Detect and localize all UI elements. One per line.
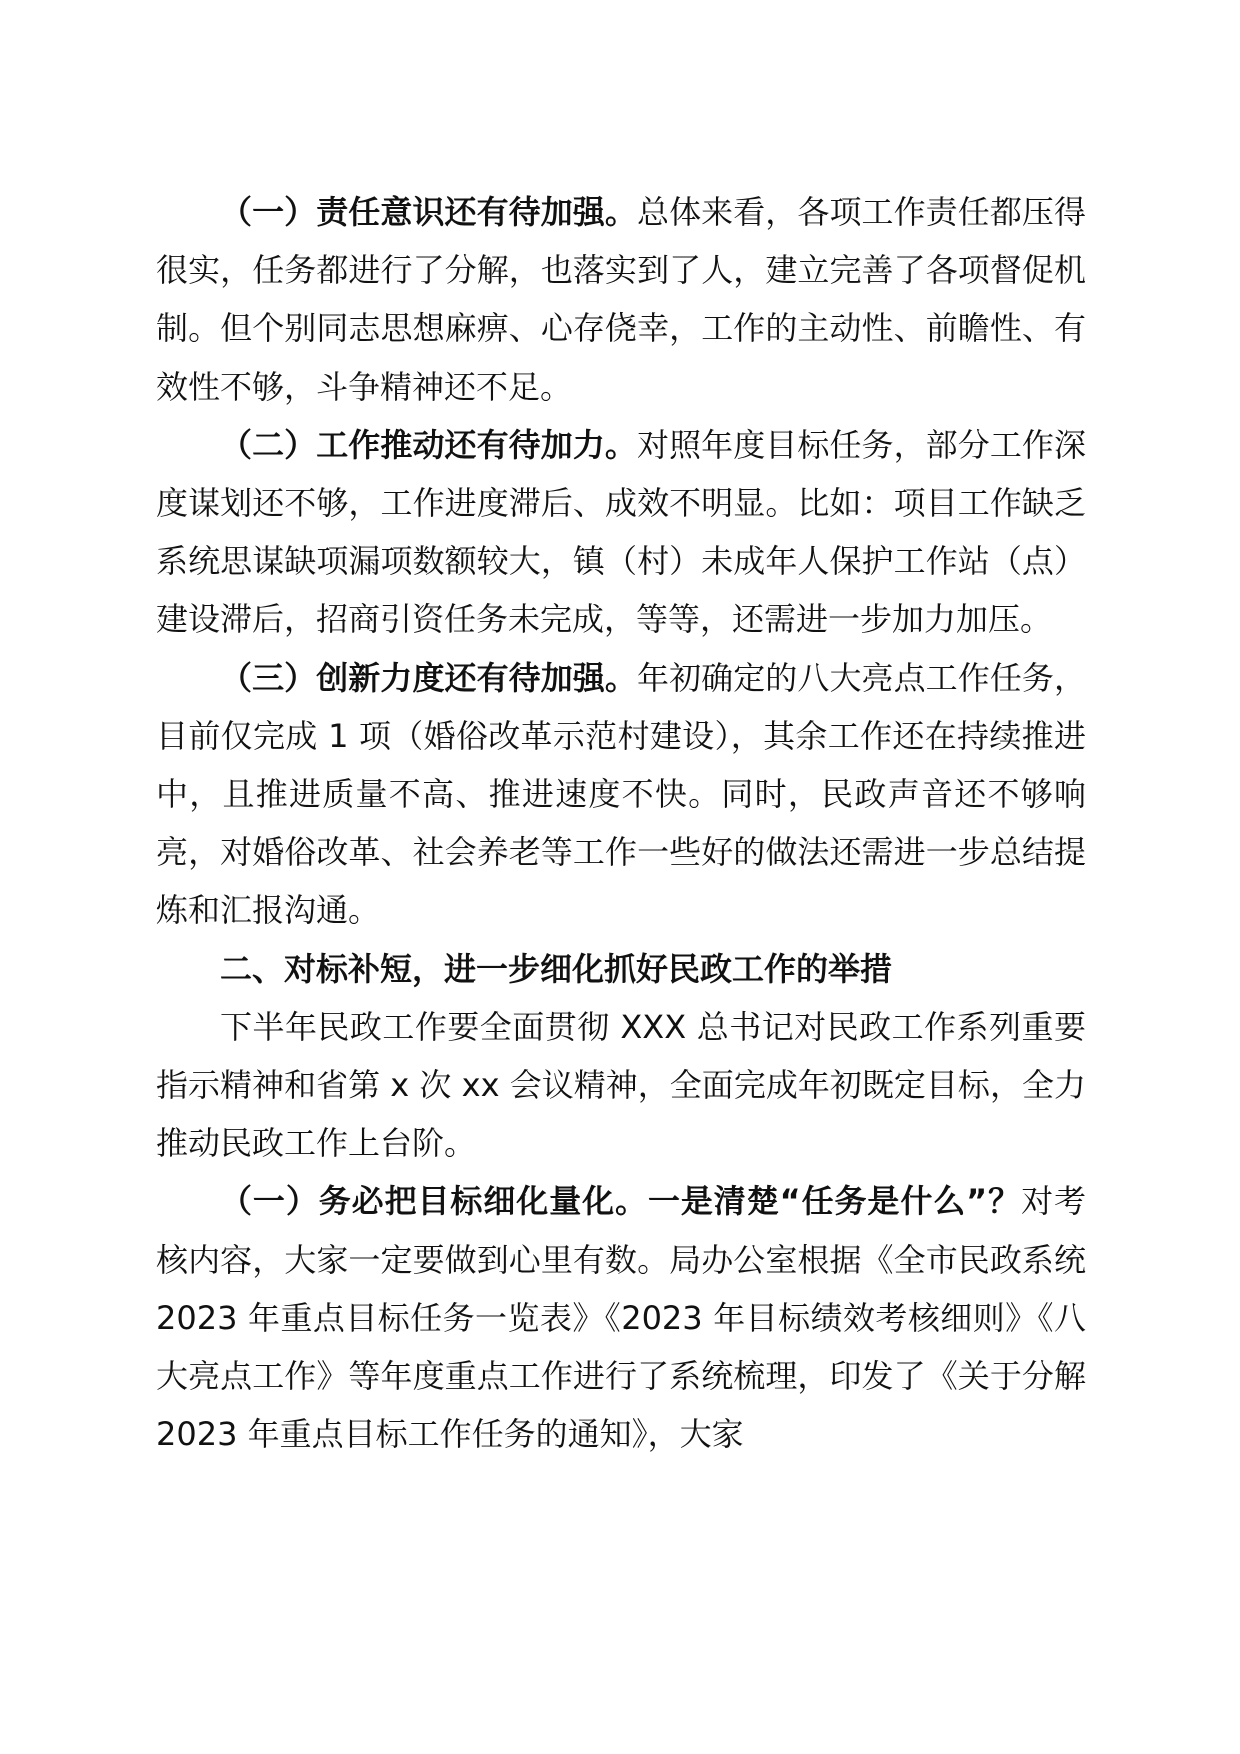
paragraph-text: 总体来看，各项工作责任都压得很实，任务都进行了分解，也落实到了人，建立完善了各项督促机制。但个别同志思想麻痹、心存侥幸，工作的主动性、前瞻性、有效性不够，斗争精神还不足。: [156, 193, 1086, 406]
paragraph-innovation: [156, 649, 1086, 940]
paragraph-text: 年初确定的八大亮点工作任务，目前仅完成 1 项（婚俗改革示范村建设），其余工作还在持续推进中，且推进质量不高、推进速度不快。同时，民政声音还不够响亮，对婚俗改革、社会养老等工作一些好的做法还需进一步总结提炼和汇报沟通。: [156, 658, 1086, 930]
paragraph-text: 对考核内容，大家一定要做到心里有数。局办公室根据《全市民政系统 2023 年重点目标任务一览表》《2023 年目标绩效考核细则》《八大亮点工作》等年度重点工作进行了系统梳理，印发了《关于分解 2023 年重点目标工作任务的通知》，大家: [156, 1182, 1086, 1454]
paragraph-heading: （三）创新力度还有待加强。: [220, 658, 637, 697]
paragraph-text: 对照年度目标任务，部分工作深度谋划还不够，工作进度滞后、成效不明显。比如：项目工作缺乏系统思谋缺项漏项数额较大，镇（村）未成年人保护工作站（点）建设滞后，招商引资任务未完成，等等，还需进一步加力加压。: [156, 425, 1086, 639]
paragraph-heading: （一）务必把目标细化量化。一是清楚“任务是什么”？: [220, 1182, 1022, 1221]
paragraph-targets: [156, 1172, 1086, 1463]
section-heading: [156, 940, 1086, 998]
paragraph-promotion: [156, 416, 1086, 649]
paragraph-heading: （二）工作推动还有待加力。: [220, 425, 637, 464]
section-title: 二、对标补短，进一步细化抓好民政工作的举措: [220, 949, 893, 988]
document-body: [156, 183, 1086, 1463]
paragraph-text: 下半年民政工作要全面贯彻 XXX 总书记对民政工作系列重要指示精神和省第 x 次 xx 会议精神，全面完成年初既定目标，全力推动民政工作上台阶。: [156, 1007, 1086, 1163]
paragraph-intro: [156, 998, 1086, 1173]
paragraph-responsibility: [156, 183, 1086, 416]
paragraph-heading: （一）责任意识还有待加强。: [220, 193, 637, 231]
